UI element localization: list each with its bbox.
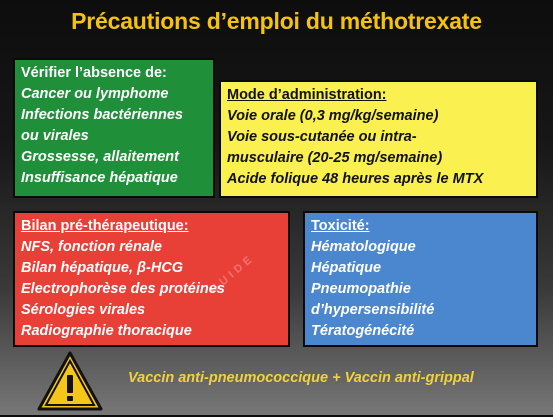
pretherapeutic-header: Bilan pré-thérapeutique: <box>21 218 189 234</box>
contraindication-item: Insuffisance hépatique <box>21 170 178 186</box>
pretherapeutic-item: Radiographie thoracique <box>21 323 192 339</box>
contraindication-item: Infections bactériennes <box>21 107 183 123</box>
pretherapeutic-item: Bilan hépatique, β-HCG <box>21 260 184 276</box>
pretherapeutic-item: Sérologies virales <box>21 302 146 318</box>
contraindications-box <box>13 58 215 198</box>
pretherapeutic-box <box>13 211 290 347</box>
administration-header: Mode d’administration: <box>227 87 387 103</box>
warning-triangle-icon <box>36 350 104 412</box>
administration-item: Voie orale (0,3 mg/kg/semaine) <box>227 108 439 124</box>
contraindication-item: Grossesse, allaitement <box>21 149 179 165</box>
pretherapeutic-item: Electrophorèse des protéines <box>21 281 225 297</box>
administration-item: musculaire (20-25 mg/semaine) <box>227 150 443 166</box>
pretherapeutic-item: NFS, fonction rénale <box>21 239 162 255</box>
toxicity-item: Hépatique <box>311 260 382 276</box>
administration-box <box>219 80 538 198</box>
administration-item: Voie sous-cutanée ou intra- <box>227 129 417 145</box>
toxicity-item: d’hypersensibilité <box>311 302 435 318</box>
contraindication-item: Cancer ou lymphome <box>21 86 169 102</box>
toxicity-item: Pneumopathie <box>311 281 411 297</box>
watermark: GUIDE <box>207 251 258 297</box>
slide-title: Précautions d’emploi du méthotrexate <box>71 8 482 34</box>
toxicity-item: Hématologique <box>311 239 416 255</box>
vaccination-note: Vaccin anti-pneumococcique + Vaccin anti-grippal <box>128 370 474 386</box>
contraindication-item: ou virales <box>21 128 89 144</box>
toxicity-header: Toxicité: <box>311 218 370 234</box>
toxicity-box <box>303 211 538 347</box>
toxicity-item: Tératogénécité <box>311 323 415 339</box>
administration-item: Acide folique 48 heures après le MTX <box>227 171 484 187</box>
contraindications-header: Vérifier l’absence de: <box>21 65 167 81</box>
